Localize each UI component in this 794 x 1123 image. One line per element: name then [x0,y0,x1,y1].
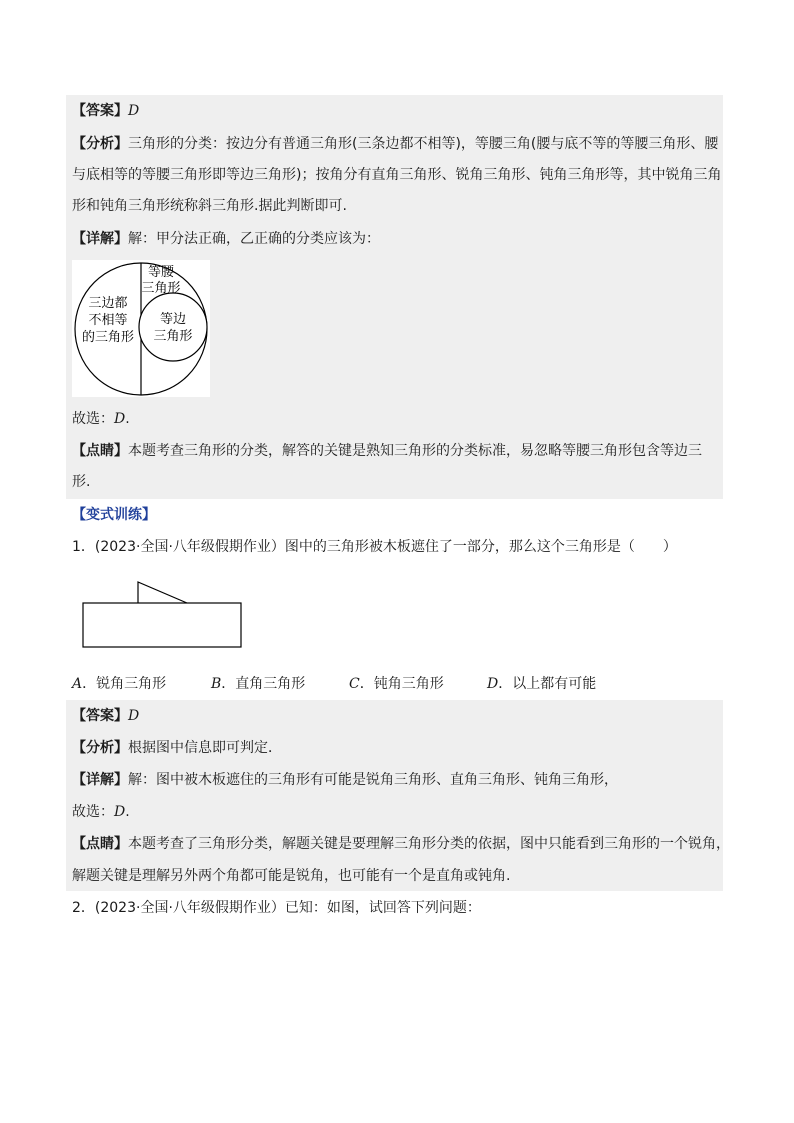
option-a-letter: A [72,676,83,692]
comment-label: 【点睛】 [72,443,128,459]
option-c[interactable] [349,674,444,694]
analysis-line-2: 与底相等的等腰三角形即等边三角形)；按角分有直角三角形、锐角三角形、钝角三角形等，其中锐角三角 [72,167,722,183]
comment-line-2: 形. [72,474,91,490]
q1-comment-label: 【点睛】 [72,836,128,852]
option-b[interactable] [211,674,305,694]
triangle-classification-diagram [72,260,210,397]
diagram-inner-label-2: 三角形 [153,329,193,344]
comment-line-1 [72,441,702,461]
diagram-left-label-2: 不相等 [88,313,128,328]
option-c-letter: C [349,676,360,692]
detail-text: 解：甲分法正确，乙正确的分类应该为： [128,231,380,247]
option-b-letter: B [211,676,222,692]
choose-suffix: . [125,411,130,427]
choose-value: D [114,411,126,427]
analysis-line-3: 形和钝角三角形统称斜三角形.据此判断即可. [72,198,347,214]
question-2-text: 2．(2023·全国·八年级假期作业）已知：如图，试回答下列问题： [72,900,481,916]
diagram-top-label-2: 三角形 [141,281,181,296]
q1-answer-label: 【答案】 [72,708,128,724]
diagram-inner-label-1: 等边 [159,312,187,327]
analysis-label: 【分析】 [72,136,128,152]
choose-prefix: 故选： [72,411,114,427]
analysis-line-1 [72,134,718,154]
section-title: 【变式训练】 [72,507,156,523]
option-b-text: ．直角三角形 [221,676,306,692]
answer-value: D [128,103,140,119]
q1-detail-line [72,770,618,790]
option-d[interactable] [487,674,596,694]
choose-line-1 [72,409,130,429]
q1-choose-prefix: 故选： [72,804,114,820]
q1-comment-line-2: 解题关键是理解另外两个角都可能是锐角，也可能有一个是直角或钝角. [72,868,511,884]
q1-detail-text: 解：图中被木板遮住的三角形有可能是锐角三角形、直角三角形、钝角三角形， [128,772,618,788]
option-d-text: ．以上都有可能 [498,676,597,692]
diagram-left-label-3: 的三角形 [81,330,135,345]
q1-analysis-line [72,738,282,758]
option-a-text: ．锐角三角形 [82,676,167,692]
q1-choose-suffix: . [125,804,130,820]
answer-line-1 [72,101,139,121]
q1-comment-text: 本题考查了三角形分类，解题关键是要理解三角形分类的依据，图中只能看到三角形的一个锐角， [128,836,730,852]
board-covering-triangle-figure [80,578,244,650]
option-d-letter: D [487,676,499,692]
q1-detail-label: 【详解】 [72,772,128,788]
analysis-text: 三角形的分类：按边分有普通三角形(三条边都不相等)，等腰三角(腰与底不等的等腰三角形、腰 [128,136,719,152]
answer-label: 【答案】 [72,103,128,119]
option-a[interactable] [72,674,166,694]
detail-label: 【详解】 [72,231,128,247]
diagram-left-label-1: 三边都 [88,296,128,311]
comment-text: 本题考查三角形的分类，解答的关键是熟知三角形的分类标准，易忽略等腰三角形包含等边三 [128,443,702,459]
q1-choose-value: D [114,804,126,820]
diagram-top-label-1: 等腰 [147,265,175,280]
q1-answer-line [72,706,139,726]
q1-comment-line-1 [72,834,730,854]
option-c-text: ．钝角三角形 [359,676,444,692]
detail-line-1 [72,229,380,249]
solution-block-2 [66,700,723,891]
q1-answer-value: D [128,708,140,724]
q1-analysis-text: 根据图中信息即可判定． [128,740,282,756]
q1-choose-line [72,802,130,822]
q1-analysis-label: 【分析】 [72,740,128,756]
question-1-text: 1．(2023·全国·八年级假期作业）图中的三角形被木板遮住了一部分，那么这个三角形是（ ） [72,539,677,555]
